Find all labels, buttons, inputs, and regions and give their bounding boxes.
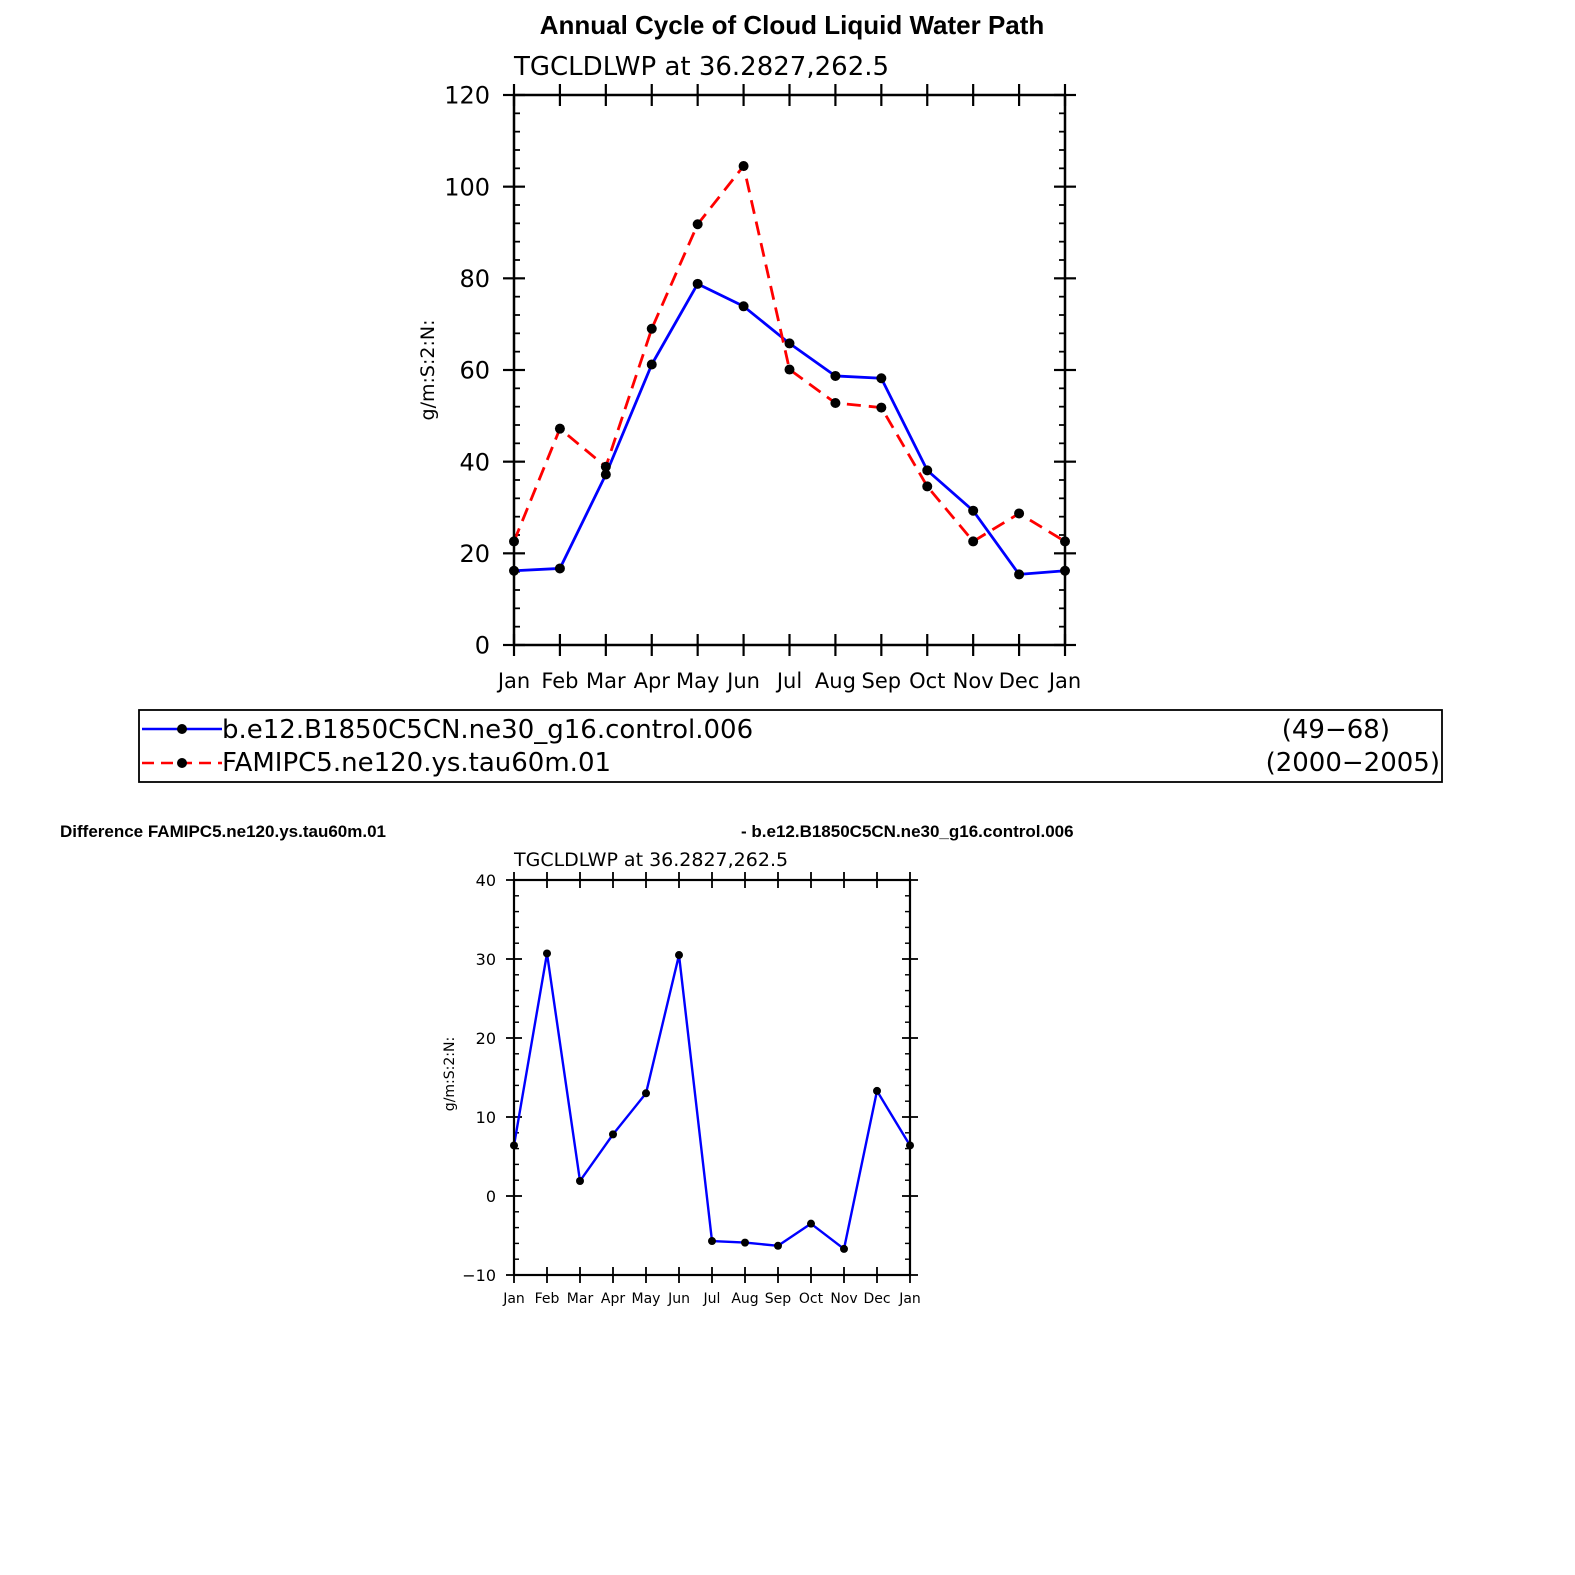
top-chart-series-2-point: [830, 398, 840, 408]
diff-chart-ytick-label: 10: [475, 1107, 496, 1127]
diff-chart-xtick-label: May: [631, 1291, 661, 1307]
diff-chart-ytick-label: 30: [475, 949, 496, 969]
top-chart-series-2-point: [968, 536, 978, 546]
legend-label-series1: b.e12.B1850C5CN.ne30_g16.control.006: [222, 715, 754, 745]
top-chart-series-line-1: [514, 284, 1065, 575]
diff-chart-xtick-label: Sep: [764, 1291, 792, 1307]
top-chart-series-1-point: [693, 279, 703, 289]
top-chart-axes: [444, 82, 1081, 693]
top-chart-xtick-label: Sep: [861, 669, 902, 693]
diff-chart-xtick-label: Feb: [534, 1291, 560, 1307]
top-chart-series-1-point: [830, 371, 840, 381]
diff-chart-ytick-label: 40: [475, 870, 496, 890]
diff-chart-series-1-point: [576, 1177, 584, 1185]
top-chart-xtick-label: Jun: [727, 669, 760, 693]
diff-chart-xtick-label: Nov: [830, 1291, 858, 1307]
diff-chart-series-line-1: [514, 953, 910, 1248]
top-chart-xtick-label: Nov: [952, 669, 994, 693]
top-chart-series-2-point: [647, 324, 657, 334]
legend-years-series2: (2000−2005): [1265, 748, 1440, 778]
diff-chart-xtick-label: Mar: [566, 1291, 594, 1307]
legend-marker-series2: [177, 758, 187, 768]
diff-title-left: Difference FAMIPC5.ne120.ys.tau60m.01: [60, 822, 386, 841]
diff-chart-xtick-label: Dec: [863, 1291, 891, 1307]
top-chart-ytick-label: 0: [474, 631, 490, 660]
legend-years-series1: (49−68): [1281, 715, 1390, 745]
diff-chart-ytick-label: 20: [475, 1028, 496, 1048]
top-chart-subtitle: TGCLDLWP at 36.2827,262.5: [514, 52, 890, 82]
top-chart-series-1-point: [922, 465, 932, 475]
top-chart-series-1-point: [739, 301, 749, 311]
top-chart-xtick-label: May: [675, 669, 720, 693]
legend-marker-series1: [177, 724, 187, 734]
top-chart-series-1-point: [555, 563, 565, 573]
top-chart-series-2-point: [922, 481, 932, 491]
diff-chart-xtick-label: Jun: [668, 1291, 690, 1307]
legend-label-series2: FAMIPC5.ne120.ys.tau60m.01: [222, 748, 612, 778]
diff-chart-ytick-label: 0: [485, 1186, 496, 1206]
top-chart-ylabel: g/m:S:2:N:: [417, 319, 439, 421]
diff-chart-axes: [462, 871, 921, 1307]
diff-chart-series-1-point: [642, 1089, 650, 1097]
top-chart-xtick-label: Jan: [1048, 669, 1082, 693]
top-chart-xtick-label: Apr: [633, 669, 670, 693]
diff-chart-series-1-point: [774, 1242, 782, 1250]
top-chart-ytick-label: 40: [459, 448, 490, 477]
top-chart-xtick-label: Jan: [497, 669, 531, 693]
diff-chart-xtick-label: Jan: [899, 1291, 921, 1307]
top-chart-ytick-label: 60: [459, 356, 490, 385]
diff-chart-series-1-point: [708, 1237, 716, 1245]
top-chart-series-1-point: [1014, 569, 1024, 579]
top-chart-series-1-point: [968, 506, 978, 516]
diff-title-right: - b.e12.B1850C5CN.ne30_g16.control.006: [741, 822, 1074, 841]
diff-chart-series-1-point: [609, 1130, 617, 1138]
top-chart-ytick-label: 80: [459, 264, 490, 293]
top-chart-xtick-label: Aug: [814, 669, 856, 693]
top-chart-series-1-point: [785, 338, 795, 348]
diff-chart-xtick-label: Oct: [798, 1291, 824, 1307]
diff-chart-series-1-point: [675, 951, 683, 959]
diff-chart-series-1-point: [543, 949, 551, 957]
diff-chart-xtick-label: Aug: [731, 1291, 759, 1307]
top-chart-xtick-label: Feb: [541, 669, 579, 693]
top-chart-series-2-point: [693, 219, 703, 229]
diff-chart-series-1-point: [807, 1220, 815, 1228]
top-chart-series-1-point: [876, 373, 886, 383]
top-chart-markers: [509, 161, 1070, 579]
legend: [139, 710, 1442, 782]
top-chart-ytick-label: 100: [444, 173, 490, 202]
top-chart-series-2-point: [876, 403, 886, 413]
diff-chart-xtick-label: Jul: [703, 1291, 721, 1307]
figure-title: Annual Cycle of Cloud Liquid Water Path: [539, 10, 1045, 40]
top-chart-xtick-label: Oct: [909, 669, 946, 693]
diff-chart-xtick-label: Apr: [600, 1291, 626, 1307]
top-chart-ytick-label: 20: [459, 539, 490, 568]
top-chart-series-line-2: [514, 166, 1065, 541]
top-chart-series-2-point: [739, 161, 749, 171]
diff-chart-series-1-point: [873, 1087, 881, 1095]
diff-chart-ylabel: g/m:S:2:N:: [442, 1036, 458, 1112]
top-chart-series-2-point: [785, 365, 795, 375]
top-chart-xtick-label: Jul: [776, 669, 803, 693]
diff-chart-ytick-label: −10: [462, 1265, 496, 1285]
top-chart-series-2-point: [601, 462, 611, 472]
diff-chart-series-1-point: [840, 1245, 848, 1253]
top-chart-series-1-point: [647, 360, 657, 370]
top-chart-series-2-point: [1014, 508, 1024, 518]
top-chart-ytick-label: 120: [444, 81, 490, 110]
diff-chart-series: [514, 953, 910, 1248]
diff-chart-xtick-label: Jan: [503, 1291, 525, 1307]
top-chart-series-2-point: [555, 424, 565, 434]
diff-chart-series-1-point: [741, 1239, 749, 1247]
diff-chart-subtitle: TGCLDLWP at 36.2827,262.5: [514, 849, 789, 871]
top-chart-xtick-label: Mar: [586, 669, 626, 693]
top-chart-xtick-label: Dec: [998, 669, 1040, 693]
